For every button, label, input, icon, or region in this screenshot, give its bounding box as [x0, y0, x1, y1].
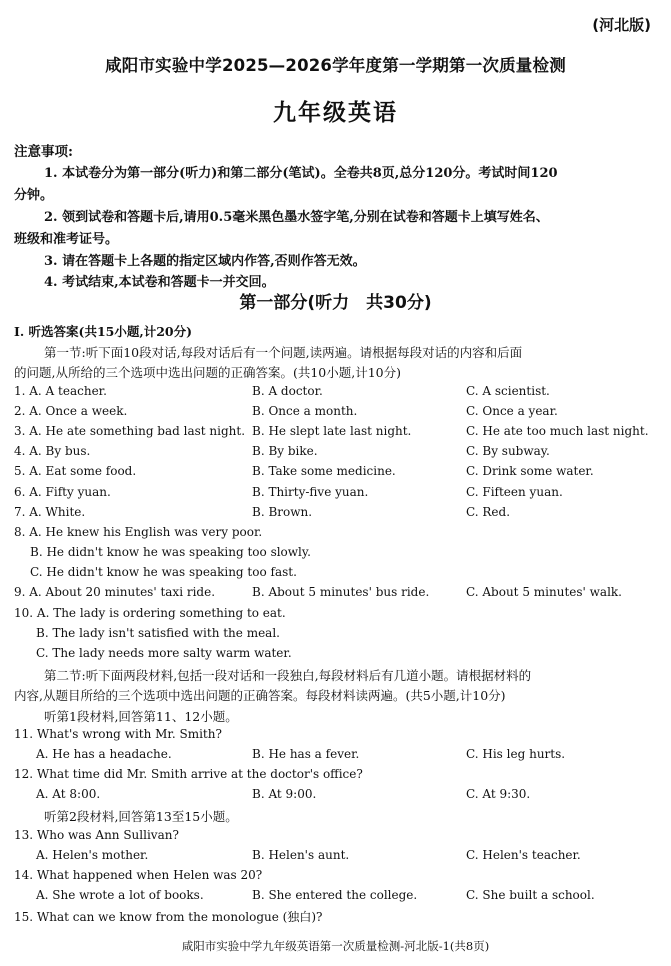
q14-option-c: C. She built a school. [466, 888, 595, 902]
material-1-label: 听第1段材料,回答第11、12小题。 [44, 709, 238, 724]
q14-question: 14. What happened when Helen was 20? [14, 868, 263, 882]
q10-option-b: B. The lady isn't satisfied with the meal. [36, 626, 280, 640]
q6-option-a: 6. A. Fifty yuan. [14, 485, 111, 499]
q1-option-c: C. A scientist. [466, 384, 550, 398]
q14-option-b: B. She entered the college. [252, 888, 418, 902]
note-1: 1. 本试卷分为第一部分(听力)和第二部分(笔试)。全卷共8页,总分120分。考试时间120 [44, 166, 558, 181]
q2-option-b: B. Once a month. [252, 404, 358, 418]
q12-question: 12. What time did Mr. Smith arrive at the doctor's office? [14, 767, 363, 781]
note-3: 3. 请在答题卡上各题的指定区域内作答,否则作答无效。 [44, 254, 366, 269]
q12-option-b: B. At 9:00. [252, 787, 317, 801]
q10-option-a: 10. A. The lady is ordering something to eat. [14, 606, 286, 620]
section2-instructions-cont: 内容,从题目所给的三个选项中选出问题的正确答案。每段材料读两遍。(共5小题,计10分) [14, 688, 506, 703]
note-4: 4. 考试结束,本试卷和答题卡一并交回。 [44, 275, 275, 290]
q2-option-c: C. Once a year. [466, 404, 558, 418]
q9-option-a: 9. A. About 20 minutes' taxi ride. [14, 585, 216, 599]
q5-option-b: B. Take some medicine. [252, 464, 396, 478]
note-2-cont: 班级和准考证号。 [14, 232, 119, 247]
section2-instructions: 第二节:听下面两段材料,包括一段对话和一段独白,每段材料后有几道小题。请根据材料的 [44, 668, 532, 683]
part1-title: 第一部分(听力 共30分) [239, 293, 432, 313]
q11-option-b: B. He has a fever. [252, 747, 360, 761]
q12-option-c: C. At 9:30. [466, 787, 531, 801]
q11-question: 11. What's wrong with Mr. Smith? [14, 727, 222, 741]
q8-option-c: C. He didn't know he was speaking too fast. [30, 565, 297, 579]
page-footer: 咸阳市实验中学九年级英语第一次质量检测-河北版-1(共8页) [181, 939, 490, 953]
exam-title: 咸阳市实验中学2025—2026学年度第一学期第一次质量检测 [105, 56, 566, 75]
q4-option-c: C. By subway. [466, 444, 550, 458]
q15-question: 15. What can we know from the monologue (独白)? [14, 910, 323, 924]
q13-question: 13. Who was Ann Sullivan? [14, 828, 179, 842]
q7-option-a: 7. A. White. [14, 505, 86, 519]
q11-option-a: A. He has a headache. [36, 747, 172, 761]
q4-option-a: 4. A. By bus. [14, 444, 91, 458]
note-2: 2. 领到试卷和答题卡后,请用0.5毫米黑色墨水签字笔,分别在试卷和答题卡上填写姓名、 [44, 210, 549, 225]
q5-option-c: C. Drink some water. [466, 464, 594, 478]
q10-option-c: C. The lady needs more salty warm water. [36, 646, 292, 660]
q9-option-c: C. About 5 minutes' walk. [466, 585, 622, 599]
q1-option-b: B. A doctor. [252, 384, 323, 398]
q6-option-c: C. Fifteen yuan. [466, 485, 563, 499]
q6-option-b: B. Thirty-five yuan. [252, 485, 369, 499]
q13-option-a: A. Helen's mother. [36, 848, 149, 862]
section1-instructions: 第一节:听下面10段对话,每段对话后有一个问题,读两遍。请根据每段对话的内容和后面 [44, 345, 523, 360]
section-title: Ⅰ. 听选答案(共15小题,计20分) [14, 324, 193, 339]
q3-option-b: B. He slept late last night. [252, 424, 412, 438]
q8-option-b: B. He didn't know he was speaking too slowly. [30, 545, 311, 559]
subject-title: 九年级英语 [273, 100, 398, 126]
q5-option-a: 5. A. Eat some food. [14, 464, 137, 478]
q13-option-c: C. Helen's teacher. [466, 848, 581, 862]
q11-option-c: C. His leg hurts. [466, 747, 566, 761]
material-2-label: 听第2段材料,回答第13至15小题。 [44, 809, 238, 824]
q3-option-a: 3. A. He ate something bad last night. [14, 424, 246, 438]
q13-option-b: B. Helen's aunt. [252, 848, 350, 862]
note-1-cont: 分钟。 [14, 188, 54, 203]
q3-option-c: C. He ate too much last night. [466, 424, 649, 438]
section1-instructions-cont: 的问题,从所给的三个选项中选出问题的正确答案。(共10小题,计10分) [14, 365, 402, 380]
q14-option-a: A. She wrote a lot of books. [36, 888, 204, 902]
q12-option-a: A. At 8:00. [36, 787, 101, 801]
q9-option-b: B. About 5 minutes' bus ride. [252, 585, 430, 599]
edition-label: (河北版) [592, 16, 651, 34]
q8-option-a: 8. A. He knew his English was very poor. [14, 525, 263, 539]
q7-option-c: C. Red. [466, 505, 511, 519]
q2-option-a: 2. A. Once a week. [14, 404, 128, 418]
q1-option-a: 1. A. A teacher. [14, 384, 107, 398]
q4-option-b: B. By bike. [252, 444, 318, 458]
q7-option-b: B. Brown. [252, 505, 313, 519]
notes-title: 注意事项: [14, 144, 73, 160]
